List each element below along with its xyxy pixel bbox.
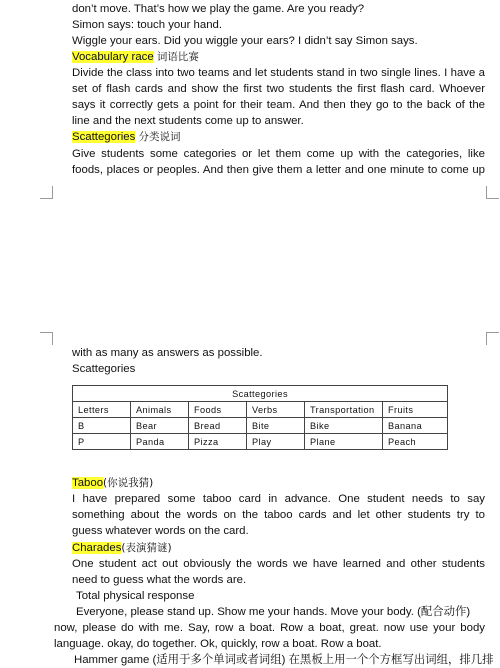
- scattegories-table: [72, 385, 448, 450]
- heading-highlight: Taboo: [72, 477, 104, 489]
- table-cell: Bite: [247, 418, 305, 434]
- text-line: Hammer game (适用于多个单词或者词组) 在黑板上用一个个方框写出词组，排几排: [74, 654, 494, 666]
- text-line: says it correctly gets a point for their team. And then they go to the back of the: [72, 99, 485, 111]
- text-line: One student act out obviously the words we have learned and other students: [72, 558, 485, 570]
- table-cell: Peach: [383, 434, 448, 450]
- text-line: Divide the class into two teams and let students stand in two single lines. I have a: [72, 67, 485, 79]
- text-line: need to guess what the words are.: [72, 574, 247, 586]
- heading-chinese: (你说我猜): [103, 477, 154, 489]
- heading-highlight: Charades: [72, 542, 122, 554]
- text-line: something about the words on the taboo cards and let other students try to: [72, 509, 485, 521]
- table-title: Scattegories: [73, 386, 448, 402]
- text-line: guess whatever words on the card.: [72, 525, 249, 537]
- table-header-cell: Foods: [189, 402, 247, 418]
- text-line: don’t move. That’s how we play the game. Are you ready?: [72, 3, 365, 15]
- table-header-cell: Fruits: [383, 402, 448, 418]
- text-line: Wiggle your ears. Did you wiggle your ears? I didn’t say Simon says.: [72, 35, 418, 47]
- text-line: now, please do with me. Say, row a boat. Row a boat, great. now use your body: [54, 622, 485, 634]
- text-line: with as many as answers as possible.: [72, 347, 263, 359]
- table-header-cell: Verbs: [247, 402, 305, 418]
- table-cell: B: [73, 418, 131, 434]
- table-cell: Plane: [305, 434, 383, 450]
- table-header-cell: Transportation: [305, 402, 383, 418]
- text-line: language. okay, do together. Ok, quickly, row a boat. Row a boat.: [54, 638, 382, 650]
- text-line: set of flash cards and show the first two students the first flash card. Whoever: [72, 83, 485, 95]
- table-cell: P: [73, 434, 131, 450]
- text-line: I have prepared some taboo card in advance. One student needs to say: [72, 493, 485, 505]
- text-line: line and the next students come up to answer.: [72, 115, 304, 127]
- text-line: foods, places or peoples. And then give them a letter and one minute to come up: [72, 164, 485, 176]
- section-heading-tpr: Total physical response: [76, 590, 195, 602]
- section-heading-vocabulary-race: [72, 50, 199, 65]
- table-label: Scattegories: [72, 363, 136, 375]
- heading-highlight: Scattegories: [72, 131, 136, 143]
- section-heading-scattegories: [72, 130, 181, 145]
- heading-highlight: Vocabulary race: [72, 51, 154, 63]
- table-row: [73, 418, 448, 434]
- table-cell: Play: [247, 434, 305, 450]
- text-line: Everyone, please stand up. Show me your hands. Move your body. (配合动作): [76, 606, 471, 618]
- table-cell: Bread: [189, 418, 247, 434]
- section-heading-charades: [72, 541, 172, 556]
- table-cell: Banana: [383, 418, 448, 434]
- heading-chinese: 分类说词: [138, 131, 181, 143]
- heading-chinese: (表演猜谜): [121, 542, 172, 554]
- text-line: Simon says: touch your hand.: [72, 19, 223, 31]
- page-corner-marker: [486, 332, 499, 345]
- table-row: [73, 434, 448, 450]
- page-corner-marker: [40, 186, 53, 199]
- table-cell: Bear: [131, 418, 189, 434]
- page-corner-marker: [486, 186, 499, 199]
- table-cell: Panda: [131, 434, 189, 450]
- table-header-cell: Animals: [131, 402, 189, 418]
- page-corner-marker: [40, 332, 53, 345]
- table-cell: Pizza: [189, 434, 247, 450]
- section-heading-taboo: [72, 476, 153, 491]
- heading-chinese: 词语比赛: [156, 51, 199, 63]
- table-cell: Bike: [305, 418, 383, 434]
- table-header-cell: Letters: [73, 402, 131, 418]
- table-header-row: [73, 402, 448, 418]
- text-line: Give students some categories or let them come up with the categories, like: [72, 148, 485, 160]
